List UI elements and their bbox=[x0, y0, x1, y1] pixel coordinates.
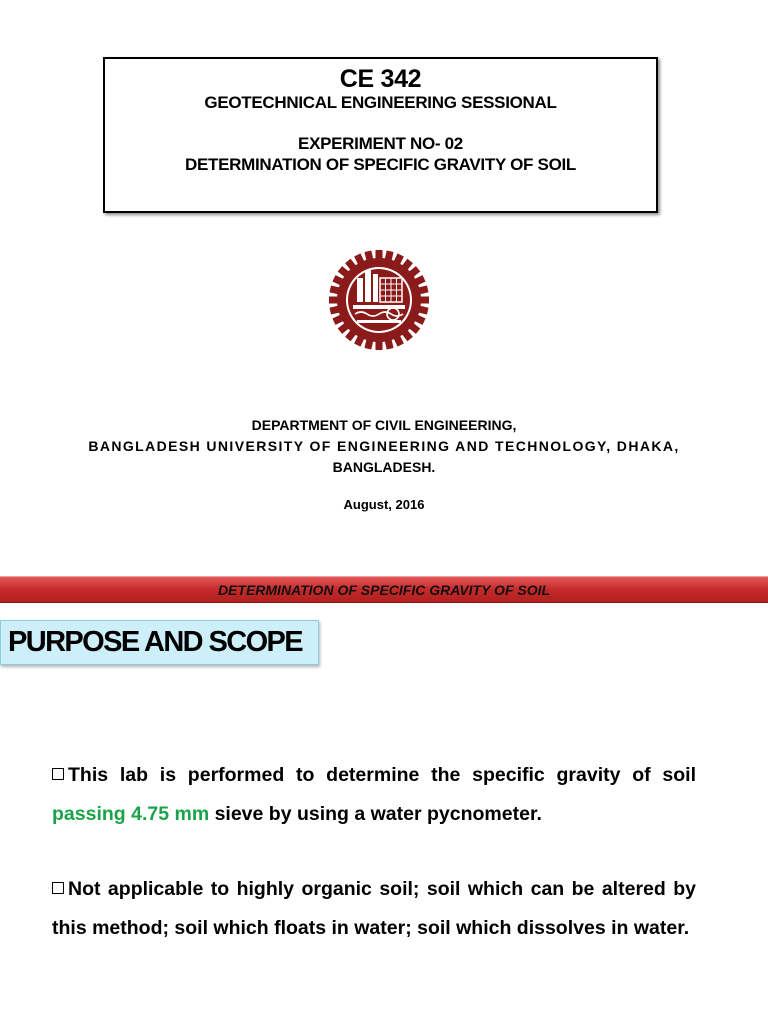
bullet-text: sieve by using a water pycnometer. bbox=[209, 802, 542, 825]
bullet-text: Not applicable to highly organic soil; soil which can be altered by this method; soil which floats in water; soil which dissolves in water. bbox=[52, 878, 696, 939]
experiment-number: EXPERIMENT NO- 02 bbox=[298, 134, 463, 153]
buet-gear-logo-icon bbox=[327, 248, 431, 352]
slide-date: August, 2016 bbox=[343, 497, 425, 512]
highlighted-text: passing 4.75 mm bbox=[52, 802, 210, 825]
bullet-text: This lab is performed to determine the specific gravity of soil bbox=[68, 764, 696, 786]
department-line-1: DEPARTMENT OF CIVIL ENGINEERING, bbox=[251, 417, 517, 433]
department-block bbox=[0, 415, 768, 478]
bullet-item bbox=[52, 756, 696, 833]
department-line-2: BANGLADESH UNIVERSITY OF ENGINEERING AND TECHNOLOGY, DHAKA, bbox=[88, 438, 680, 454]
course-code: CE 342 bbox=[339, 65, 422, 93]
department-line-3: BANGLADESH. bbox=[332, 459, 436, 475]
checkbox-bullet-icon bbox=[52, 882, 64, 894]
checkbox-bullet-icon bbox=[52, 768, 64, 780]
bullet-list bbox=[52, 756, 696, 947]
section-heading-box bbox=[0, 620, 319, 665]
experiment-title: DETERMINATION OF SPECIFIC GRAVITY OF SOIL bbox=[185, 155, 576, 174]
bullet-item bbox=[52, 870, 696, 947]
banner-title: DETERMINATION OF SPECIFIC GRAVITY OF SOIL bbox=[217, 582, 551, 598]
section-heading: PURPOSE AND SCOPE bbox=[8, 626, 303, 658]
slide-banner bbox=[0, 576, 768, 603]
title-box bbox=[103, 57, 658, 213]
page-gap bbox=[0, 560, 768, 575]
course-name: GEOTECHNICAL ENGINEERING SESSIONAL bbox=[204, 93, 557, 112]
